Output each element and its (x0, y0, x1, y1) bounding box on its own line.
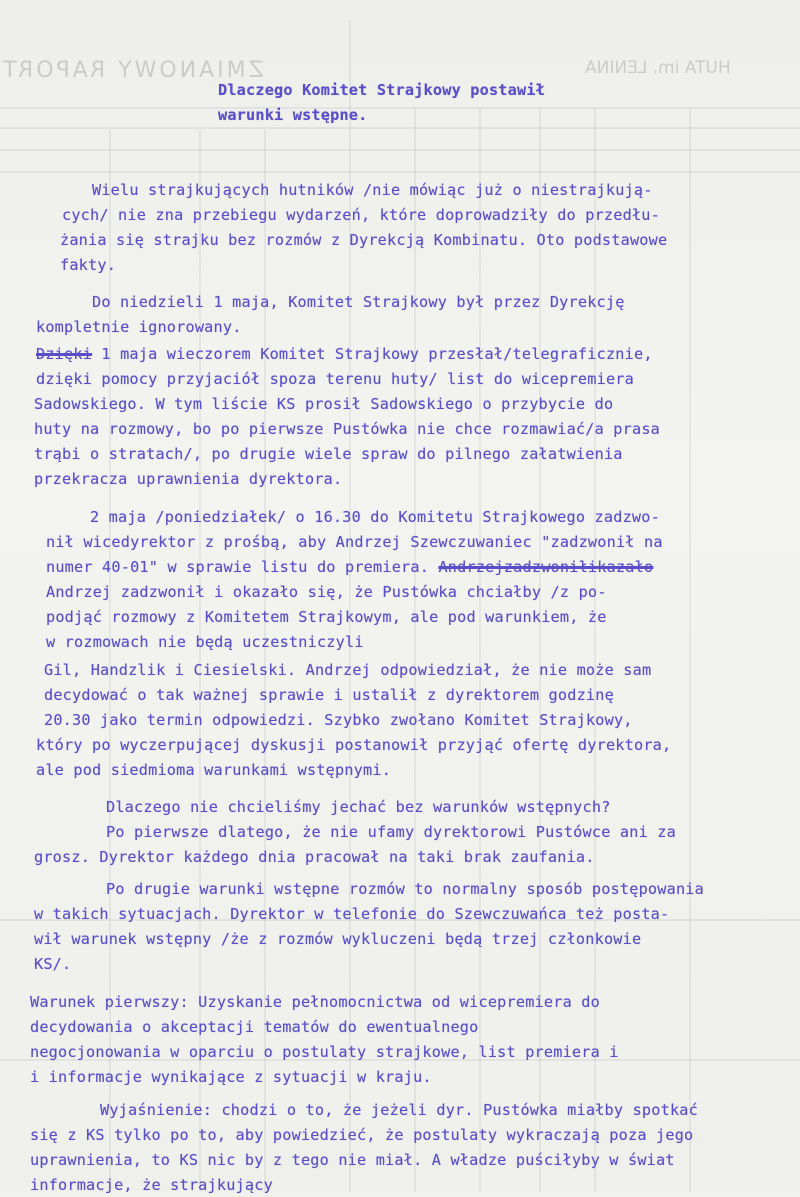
body-line: Warunek pierwszy: Uzyskanie pełnomocnictwa od wicepremiera do (30, 993, 600, 1011)
title-line-2: warunki wstępne. (218, 106, 368, 124)
body-line: Wyjaśnienie: chodzi o to, że jeżeli dyr. Pustówka miałby spotkać (100, 1101, 698, 1119)
body-line: KS/. (34, 955, 72, 973)
body-line: cych/ nie zna przebiegu wydarzeń, które doprowadziły do przedłu- (62, 206, 660, 224)
struck-word: Dzięki (36, 345, 93, 363)
body-line: dzięki pomocy przyjaciół spoza terenu huty/ list do wicepremiera (36, 370, 634, 388)
body-line: przekracza uprawnienia dyrektora. (34, 470, 343, 488)
body-line: w rozmowach nie będą uczestniczyli (46, 633, 364, 651)
body-line: podjąć rozmowy z Komitetem Strajkowym, ale pod warunkiem, że (46, 608, 607, 626)
body-line: Wielu strajkujących hutników /nie mówiąc już o niestrajkują- (92, 181, 653, 199)
body-line: i informacje wynikające z sytuacji w kraju. (30, 1068, 432, 1086)
body-line: uprawnienia, to KS nic by z tego nie miał. A władze puściłyby w świat (30, 1151, 675, 1169)
body-line: kompletnie ignorowany. (36, 318, 242, 336)
body-line: Gil, Handzlik i Ciesielski. Andrzej odpowiedział, że nie może sam (44, 661, 652, 679)
body-line: negocjonowania w oparciu o postulaty strajkowe, list premiera i (30, 1043, 619, 1061)
body-line: decydować o tak ważnej sprawie i ustalił z dyrektorem godzinę (44, 686, 614, 704)
body-line: informacje, że strajkujący (30, 1176, 273, 1194)
body-line: fakty. (60, 256, 117, 274)
body-line: decydowania o akceptacji tematów do ewentualnego (30, 1018, 479, 1036)
bleed-title-left: ZMIANOWY RAPORT (0, 58, 264, 83)
body-line: ale pod siedmioma warunkami wstępnymi. (36, 761, 392, 779)
body-line-with-strike (36, 342, 653, 366)
body-line: trąbi o stratach/, po drugie wiele spraw do pilnego załatwienia (34, 445, 623, 463)
body-line: który po wyczerpującej dyskusji postanowił przyjąć ofertę dyrektora, (36, 736, 672, 754)
body-line: Sadowskiego. W tym liście KS prosił Sadowskiego o przybycie do (34, 395, 614, 413)
body-line: się z KS tylko po to, aby powiedzieć, że postulaty wykraczają poza jego (30, 1126, 694, 1144)
body-line: w takich sytuacjach. Dyrektor w telefonie do Szewczuwańca też posta- (34, 905, 670, 923)
body-line: 2 maja /poniedziałek/ o 16.30 do Komitetu Strajkowego zadzwo- (90, 508, 660, 526)
body-line: 20.30 jako termin odpowiedzi. Szybko zwołano Komitet Strajkowy, (44, 711, 633, 729)
body-line: Andrzej zadzwonił i okazało się, że Pustówka chciałby /z po- (46, 583, 607, 601)
body-line: Po pierwsze dlatego, że nie ufamy dyrektorowi Pustówce ani za (106, 823, 676, 841)
title-line-1: Dlaczego Komitet Strajkowy postawił (218, 81, 546, 99)
body-line: Dlaczego nie chcieliśmy jechać bez warunków wstępnych? (106, 798, 611, 816)
body-line: nił wicedyrektor z prośbą, aby Andrzej Szewczuwaniec "zadzwonił na (46, 533, 663, 551)
body-line-text: 1 maja wieczorem Komitet Strajkowy przesłał/telegraficznie, (101, 345, 653, 363)
body-line: Do niedzieli 1 maja, Komitet Strajkowy był przez Dyrekcję (92, 293, 625, 311)
body-line: żania się strajku bez rozmów z Dyrekcją Kombinatu. Oto podstawowe (60, 231, 668, 249)
bleed-title-right: HUTA im. LENINA (585, 58, 731, 78)
body-line: grosz. Dyrektor każdego dnia pracował na taki brak zaufania. (34, 848, 595, 866)
body-line: huty na rozmowy, bo po pierwsze Pustówka nie chce rozmawiać/a prasa (34, 420, 661, 438)
body-line: wił warunek wstępny /że z rozmów wykluczeni będą trzej członkowie (34, 930, 642, 948)
struck-word: Andrzejzadzwoniłikazało (438, 558, 654, 576)
body-line: Po drugie warunki wstępne rozmów to normalny sposób postępowania (106, 880, 704, 898)
body-line-text: numer 40-01" w sprawie listu do premiera. (46, 558, 430, 576)
body-line-with-strike (46, 555, 653, 579)
